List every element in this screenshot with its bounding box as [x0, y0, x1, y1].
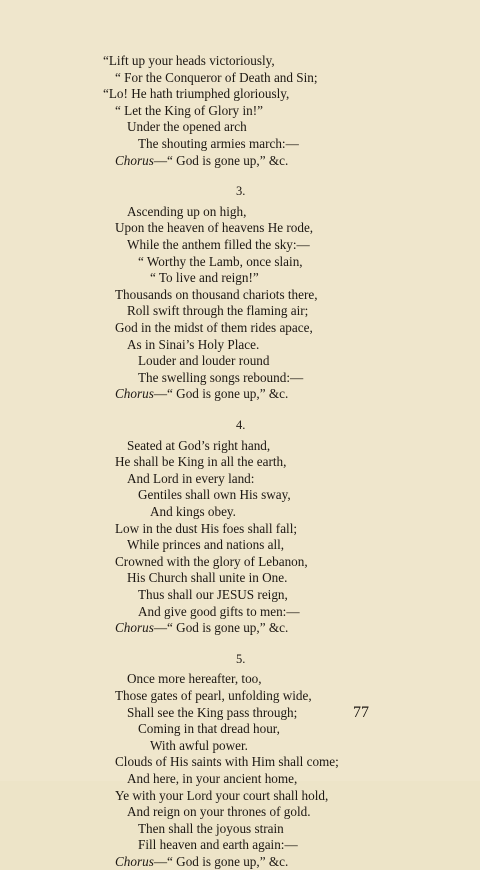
verse-line: And give good gifts to men:—: [138, 603, 300, 619]
verse-line: Gentiles shall own His sway,: [138, 487, 291, 503]
chorus-label: Chorus: [115, 620, 154, 636]
verse-line: Ye with your Lord your court shall hold,: [115, 787, 329, 803]
stanza-number: 4.: [236, 418, 246, 432]
verse-line: He shall be King in all the earth,: [115, 454, 287, 470]
chorus-text: —“ God is gone up,” &c.: [153, 620, 289, 636]
stanza-number: 5.: [236, 651, 246, 666]
chorus-line: [115, 153, 288, 169]
verse-line: The swelling songs rebound:—: [138, 369, 304, 385]
verse-line: “ For the Conqueror of Death and Sin;: [115, 69, 318, 85]
verse-line: Then shall the joyous strain: [138, 820, 284, 836]
stanza-number: 3.: [236, 184, 246, 199]
chorus-label: Chorus: [115, 854, 154, 869]
verse-line: Under the opened arch: [127, 119, 247, 135]
verse-line: Once more hereafter, too,: [127, 671, 262, 687]
verse-line: Coming in that dread hour,: [138, 721, 280, 737]
verse-line: Low in the dust His foes shall fall;: [115, 520, 298, 536]
verse-line: Ascending up on high,: [127, 203, 247, 219]
verse-line: “ To live and reign!”: [150, 270, 259, 286]
verse-line: Thus shall our JESUS reign,: [138, 587, 288, 602]
chorus-line: [115, 386, 288, 402]
chorus-label: Chorus: [115, 386, 154, 402]
verse-line: “Lo! He hath triumphed gloriously,: [103, 86, 290, 102]
verse-line: Shall see the King pass through;: [127, 704, 298, 720]
verse-line: “Lift up your heads victoriously,: [103, 53, 275, 68]
verse-line: Thousands on thousand chariots there,: [115, 286, 318, 302]
verse-line: God in the midst of them rides apace,: [115, 320, 313, 335]
verse-line: Roll swift through the flaming air;: [127, 303, 309, 319]
verse-line: Seated at God’s right hand,: [127, 437, 271, 453]
verse-line: And Lord in every land:: [127, 470, 255, 486]
verse-line: His Church shall unite in One.: [127, 570, 288, 586]
verse-line: Clouds of His saints with Him shall come;: [115, 754, 339, 770]
verse-line: Upon the heaven of heavens He rode,: [115, 220, 314, 236]
verse-line: While princes and nations all,: [127, 537, 285, 553]
chorus-line: [115, 620, 288, 636]
verse-line: With awful power.: [150, 737, 248, 753]
verse-line: And here, in your ancient home,: [127, 771, 298, 786]
verse-line: As in Sinai’s Holy Place.: [127, 336, 260, 352]
verse-line: Louder and louder round: [138, 353, 270, 369]
verse-line: Fill heaven and earth again:—: [138, 837, 298, 853]
chorus-line: [115, 854, 288, 870]
verse-line: And reign on your thrones of gold.: [127, 804, 311, 820]
chorus-text: —“ God is gone up,” &c.: [153, 854, 289, 869]
chorus-text: —“ God is gone up,” &c.: [153, 386, 289, 402]
page-number: 77: [353, 704, 369, 721]
chorus-label: Chorus: [115, 152, 154, 168]
verse-line: The shouting armies march:—: [138, 136, 299, 151]
verse-line: “ Let the King of Glory in!”: [115, 102, 263, 118]
verse-line: And kings obey.: [150, 504, 236, 519]
verse-line: “ Worthy the Lamb, once slain,: [138, 253, 303, 269]
chorus-text: —“ God is gone up,” &c.: [153, 152, 289, 168]
verse-line: Crowned with the glory of Lebanon,: [115, 553, 308, 569]
verse-line: While the anthem filled the sky:—: [127, 237, 310, 252]
verse-line: Those gates of pearl, unfolding wide,: [115, 688, 312, 703]
